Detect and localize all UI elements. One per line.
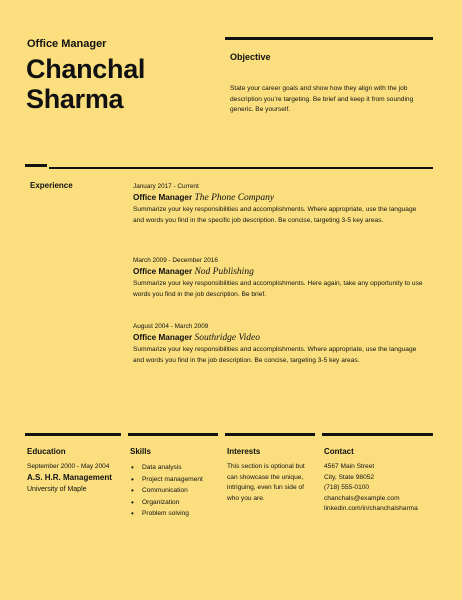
interests-section	[227, 447, 307, 504]
contact-section	[324, 447, 439, 515]
objective-heading: Objective	[230, 52, 271, 62]
job-company: The Phone Company	[194, 193, 275, 203]
role-title: Office Manager	[27, 38, 107, 50]
objective-text: State your career goals and show how they align with the job description you’re targeting. Be brief and keep it from sounding generic. Be yourself.	[230, 85, 414, 114]
skills-list	[130, 462, 222, 520]
job-dates: January 2017 - Current	[133, 183, 199, 190]
job-title: Office Manager	[133, 193, 193, 202]
job-description: Summarize your key responsibilities and accomplishments. Where appropriate, use the language and words you find in the job description. Be concise, targeting 3-5 key areas.	[133, 346, 417, 364]
education-heading: Education	[27, 447, 66, 456]
education-rule	[25, 433, 121, 436]
experience-list	[133, 182, 423, 366]
skill-item: • Problem solving	[130, 508, 222, 520]
job-title: Office Manager	[133, 333, 193, 342]
education-school: University of Maple	[27, 486, 87, 493]
interests-heading: Interests	[227, 447, 261, 456]
name-first: Chanchal	[26, 54, 146, 84]
education-section	[27, 447, 123, 496]
contact-linkedin[interactable]: linkedin.com/in/chanchalsharma	[324, 505, 418, 513]
skills-rule	[128, 433, 218, 436]
job-description: Summarize your key responsibilities and accomplishments. Where appropriate, use the language and words you find in the specific job description. Be concise, targeting 3-5 key areas.	[133, 206, 417, 224]
contact-city: City, State 98052	[324, 473, 375, 481]
job-heading	[133, 191, 423, 205]
skill-item: • Project management	[130, 474, 222, 486]
objective-top-rule	[225, 37, 433, 40]
interests-text: This section is optional but can showcase the unique, intriguing, even fun side of who you are.	[227, 463, 305, 502]
contact-email[interactable]: chanchals@example.com	[324, 494, 400, 502]
contact-phone: (718) 555-0100	[324, 484, 370, 492]
skills-section	[130, 447, 222, 520]
contact-rule	[322, 433, 433, 436]
skill-item: • Communication	[130, 485, 222, 497]
education-dates: September 2000 - May 2004	[27, 463, 110, 470]
contact-street: 4567 Main Street	[324, 463, 375, 470]
job-description: Summarize your key responsibilities and accomplishments. Here again, take any opportunity to use words you find in the job description. Be brief.	[133, 280, 423, 298]
education-degree: A.S. H.R. Management	[27, 473, 112, 482]
job-entry	[133, 182, 423, 256]
skill-item: • Organization	[130, 497, 222, 509]
job-company: Southridge Video	[194, 333, 260, 343]
job-dates: March 2009 - December 2016	[133, 257, 218, 264]
interests-rule	[225, 433, 315, 436]
job-heading	[133, 265, 423, 279]
experience-rule-right	[49, 167, 433, 169]
job-entry	[133, 322, 423, 366]
experience-rule-left	[25, 164, 47, 167]
job-entry	[133, 256, 423, 322]
job-heading	[133, 331, 423, 345]
job-dates: August 2004 - March 2009	[133, 323, 209, 330]
job-title: Office Manager	[133, 267, 193, 276]
name-last: Sharma	[26, 84, 124, 114]
job-company: Nod Publishing	[194, 267, 254, 277]
experience-heading: Experience	[30, 181, 73, 190]
skills-heading: Skills	[130, 447, 151, 456]
skill-item: • Data analysis	[130, 462, 222, 474]
contact-heading: Contact	[324, 447, 354, 456]
